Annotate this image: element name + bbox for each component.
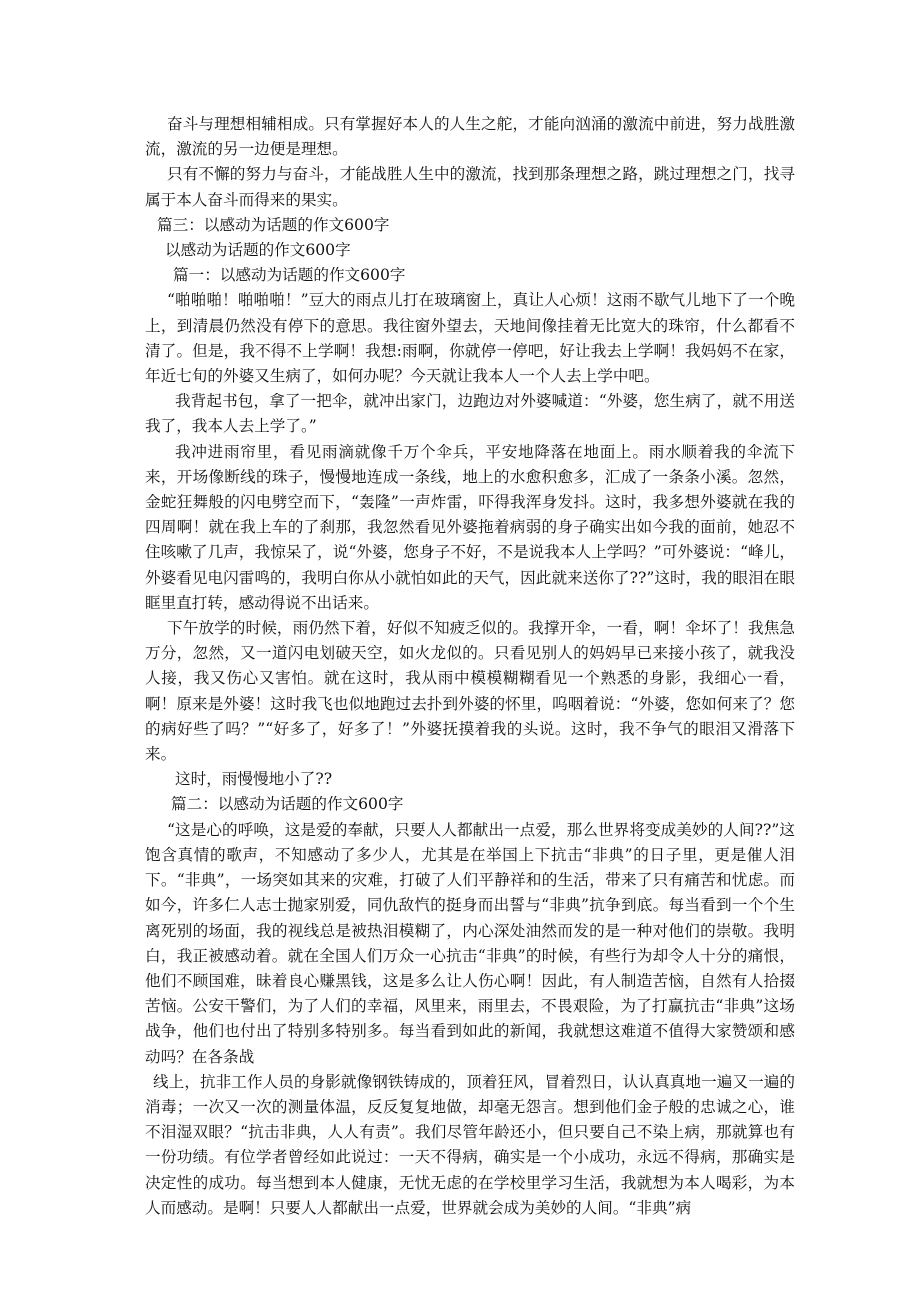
paragraph: 下午放学的时候，雨仍然下着，好似不知疲乏似的。我撑开伞，一看，啊！伞坏了！我焦急万分，忽然，又一道闪电划破天空，如火龙似的。只看见别人的妈妈早已来接小孩了，就我没人接，我又伤心又害怕。就在这时，我从雨中模模糊糊看见一个熟悉的身影，我细心一看，啊！原来是外婆！这时我飞也似地跑过去扑到外婆的怀里，呜咽着说：“外婆，您如何来了？您的病好些了吗？”“好多了，好多了！”外婆抚摸着我的头说。这时，我不争气的眼泪又滑落下来。 xyxy=(145,619,795,764)
document-page xyxy=(145,112,795,1221)
paragraph: 我背起书包，拿了一把伞，就冲出家门，边跑边对外婆喊道：“外婆，您生病了，就不用送我了，我本人去上学了。” xyxy=(145,392,795,436)
sub-heading: 篇二：以感动为话题的作文600字 xyxy=(171,795,404,814)
paragraph: 这时，雨慢慢地小了?? xyxy=(175,770,333,789)
paragraph: 只有不懈的努力与奋斗，才能战胜人生中的激流，找到那条理想之路，跳过理想之门，找寻属于本人奋斗而得来的果实。 xyxy=(145,165,795,209)
article-title: 以感动为话题的作文600字 xyxy=(165,241,351,260)
sub-heading: 篇一：以感动为话题的作文600字 xyxy=(173,266,406,285)
paragraph: “这是心的呼唤，这是爱的奉献，只要人人都献出一点爱，那么世界将变成美妙的人间??”这饱含真情的歌声，不知感动了多少人，尤其是在举国上下抗击“非典”的日子里，更是催人泪下。“非典”，一场突如其来的灾难，打破了人们平静祥和的生活，带来了只有痛苦和忧虑。而如今，许多仁人志士抛家别爱，同仇敌忾的挺身而出誓与“非典”抗争到底。每当看到一个个生离死别的场面，我的视线总是被热泪模糊了，内心深处油然而发的是一种对他们的崇敬。我明白，我正被感动着。就在全国人们万众一心抗击“非典”的时候，有些行为却令人十分的痛恨，他们不顾国难，昧着良心赚黑钱，这是多么让人伤心啊！因此，有人制造苦恼，自然有人拾掇苦恼。公安干警们，为了人们的幸福，风里来，雨里去，不畏艰险，为了打赢抗击“非典”这场战争，他们也付出了特别多特别多。每当看到如此的新闻，我就想这难道不值得大家赞颂和感动吗？在各条战 xyxy=(145,820,795,1066)
paragraph: “啪啪啪！啪啪啪！”豆大的雨点儿打在玻璃窗上，真让人心烦！这雨不歇气儿地下了一个晚上，到清晨仍然没有停下的意思。我往窗外望去，天地间像挂着无比宽大的珠帘，什么都看不清了。但是，我不得不上学啊！我想:雨啊，你就停一停吧，好让我去上学啊！我妈妈不在家，年近七旬的外婆又生病了，如何办呢？今天就让我本人一个人去上学中吧。 xyxy=(145,291,795,386)
paragraph: 我冲进雨帘里，看见雨滴就像千万个伞兵，平安地降落在地面上。雨水顺着我的伞流下来，开场像断线的珠子，慢慢地连成一条线，地上的水愈积愈多，汇成了一条条小溪。忽然，金蛇狂舞般的闪电劈空而下，“轰隆”一声炸雷，吓得我浑身发抖。这时，我多想外婆就在我的四周啊！就在我上车的了刹那，我忽然看见外婆拖着病弱的身子确实出如今我的面前，她忍不住咳嗽了几声，我惊呆了，说“外婆，您身子不好，不是说我本人上学吗？”可外婆说：“峰儿，外婆看见电闪雷鸣的，我明白你从小就怕如此的天气，因此就来送你了??”这时，我的眼泪在眼眶里直打转，感动得说不出话来。 xyxy=(145,442,795,612)
paragraph: 线上，抗非工作人员的身影就像钢铁铸成的，顶着狂风，冒着烈日，认认真真地一遍又一遍的消毒；一次又一次的测量体温，反反复复地做，却毫无怨言。想到他们金子般的忠诚之心，谁不泪湿双眼？“抗击非典，人人有责”。我们尽管年龄还小，但只要自己不染上病，那就算也有一份功绩。有位学者曾经如此说过：一天不得病，确实是一个小成功，永远不得病，那确实是决定性的成功。每当想到本人健康，无忧无虑的在学校里学习生活，我就想为本人喝彩，为本人而感动。是啊！只要人人都献出一点爱，世界就会成为美妙的人间。“非典”病 xyxy=(145,1072,795,1217)
paragraph: 奋斗与理想相辅相成。只有掌握好本人的人生之舵，才能向汹涌的激流中前进，努力战胜激流，激流的另一边便是理想。 xyxy=(145,115,795,159)
section-heading: 篇三：以感动为话题的作文600字 xyxy=(157,215,390,234)
